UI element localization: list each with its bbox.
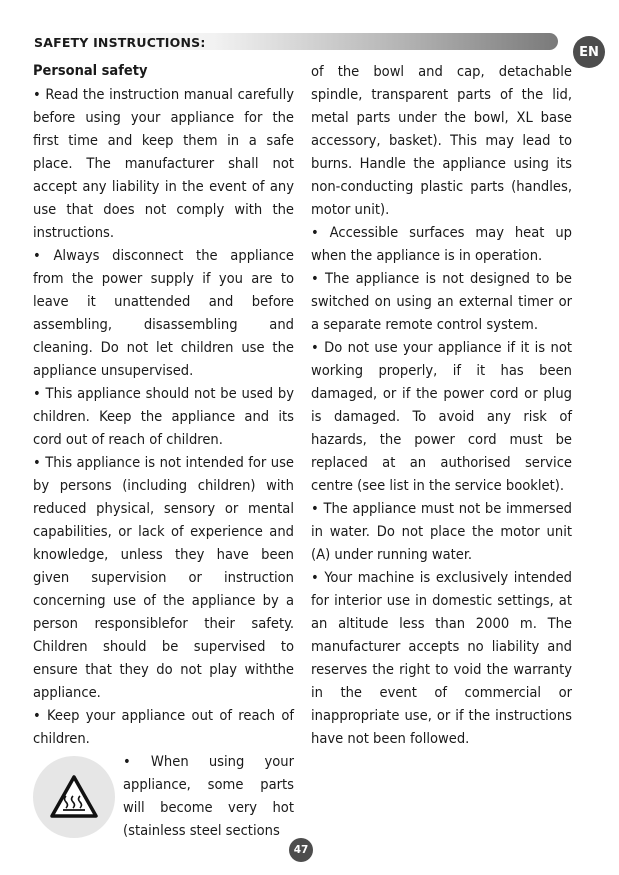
paragraph: • The appliance is not designed to be switched on using an external timer or a separate remote control system.	[311, 270, 572, 333]
section-heading: Personal safety	[33, 63, 148, 79]
hot-surface-warning	[33, 750, 294, 842]
paragraph: • Read the instruction manual carefully before using your appliance for the first time and keep them in a safe place. The manufacturer shall not accept any liability in the event of any use that does not comply with the instructions.	[33, 86, 294, 241]
language-badge: EN	[573, 36, 605, 68]
paragraph: • Always disconnect the appliance from the power supply if you are to leave it unattended and before assembling, disassembling and cleaning. Do not let children use the appliance unsupervised.	[33, 247, 294, 379]
paragraph: • Keep your appliance out of reach of children.	[33, 707, 294, 747]
right-column	[311, 60, 572, 750]
paragraph: • This appliance is not intended for use by persons (including children) with reduced physical, sensory or mental capabilities, or lack of experience and knowledge, unless they have been given supervision or instruction concerning use of the appliance by a person responsiblefor their safety. Children should be supervised to ensure that they do not play withthe appliance.	[33, 454, 294, 701]
paragraph: • This appliance should not be used by children. Keep the appliance and its cord out of reach of children.	[33, 385, 294, 448]
page-number: 47	[289, 838, 313, 862]
paragraph: • The appliance must not be immersed in water. Do not place the motor unit (A) under running water.	[311, 500, 572, 563]
paragraph: • Do not use your appliance if it is not working properly, if it has been damaged, or if the power cord or plug is damaged. To avoid any risk of hazards, the power cord must be replaced at an authorised service centre (see list in the service booklet).	[311, 339, 572, 494]
left-column	[33, 60, 294, 842]
hot-surface-warning-icon	[33, 756, 115, 838]
paragraph: • Accessible surfaces may heat up when the appliance is in operation.	[311, 224, 572, 264]
paragraph: • Your machine is exclusively intended for interior use in domestic settings, at an altitude less than 2000 m. The manufacturer accepts no liability and reserves the right to void the warranty in the event of commercial or inappropriate use, or if the instructions have not been followed.	[311, 569, 572, 747]
warning-text: • When using your appliance, some parts will become very hot (stainless steel sections	[123, 753, 294, 839]
section-title: SAFETY INSTRUCTIONS:	[34, 35, 206, 50]
paragraph: of the bowl and cap, detachable spindle, transparent parts of the lid, metal parts under the bowl, XL base accessory, basket). This may lead to burns. Handle the appliance using its non-conducting plastic parts (handles, motor unit).	[311, 63, 572, 218]
